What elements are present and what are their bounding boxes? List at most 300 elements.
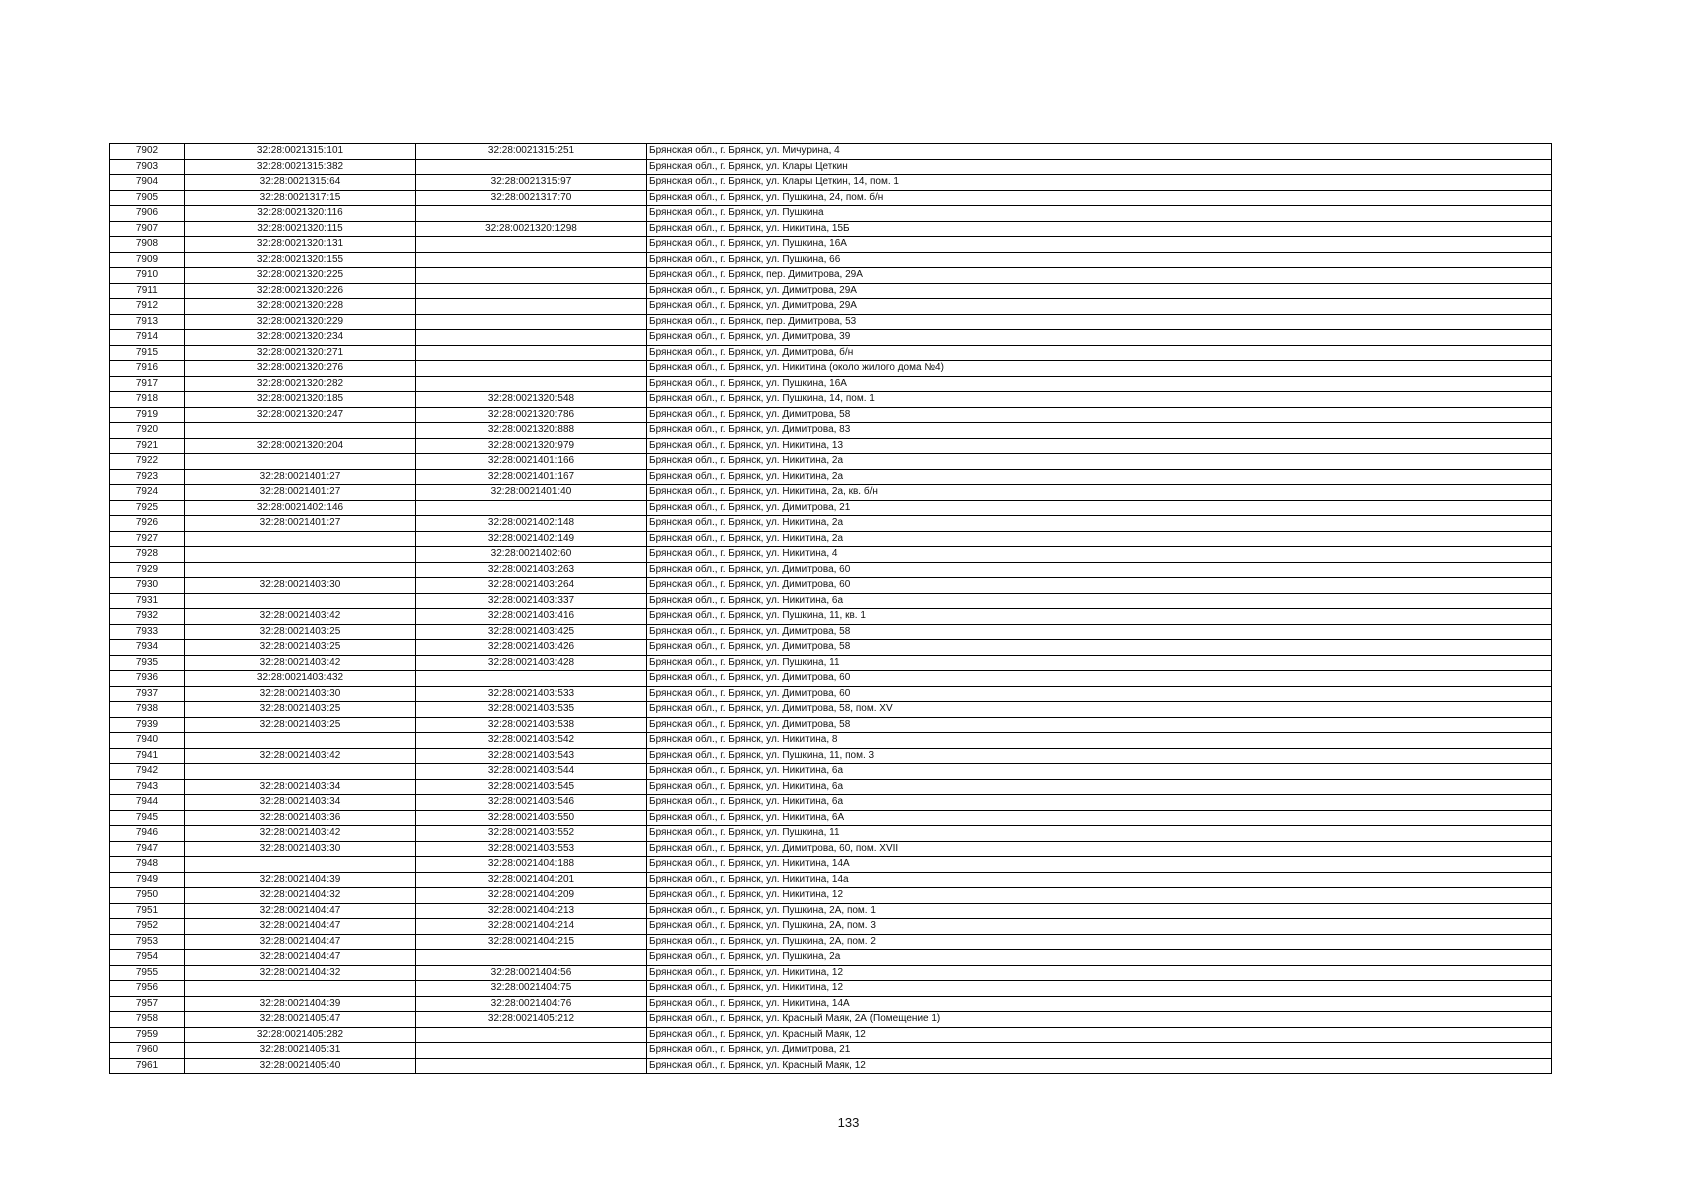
table-row [110, 1043, 1552, 1059]
object-cadastral-number-cell: 32:28:0021403:542 [416, 733, 647, 749]
address-cell: Брянская обл., г. Брянск, ул. Никитина, 13 [647, 438, 1552, 454]
table-row [110, 717, 1552, 733]
address-cell: Брянская обл., г. Брянск, ул. Димитрова, 29А [647, 299, 1552, 315]
address-cell: Брянская обл., г. Брянск, ул. Никитина, 2а [647, 516, 1552, 532]
cadastral-number-cell: 32:28:0021405:282 [185, 1027, 416, 1043]
address-cell: Брянская обл., г. Брянск, ул. Красный Маяк, 12 [647, 1058, 1552, 1074]
object-cadastral-number-cell [416, 376, 647, 392]
address-cell: Брянская обл., г. Брянск, ул. Димитрова, 60 [647, 671, 1552, 687]
table-row [110, 702, 1552, 718]
cadastral-number-cell: 32:28:0021404:47 [185, 950, 416, 966]
row-number-cell: 7946 [110, 826, 185, 842]
cadastral-number-cell: 32:28:0021320:115 [185, 221, 416, 237]
row-number-cell: 7920 [110, 423, 185, 439]
address-cell: Брянская обл., г. Брянск, ул. Красный Маяк, 12 [647, 1027, 1552, 1043]
cadastral-number-cell: 32:28:0021320:282 [185, 376, 416, 392]
table-row [110, 407, 1552, 423]
table-row [110, 965, 1552, 981]
object-cadastral-number-cell: 32:28:0021403:535 [416, 702, 647, 718]
object-cadastral-number-cell: 32:28:0021404:75 [416, 981, 647, 997]
cadastral-number-cell [185, 547, 416, 563]
cadastral-number-cell [185, 423, 416, 439]
address-cell: Брянская обл., г. Брянск, ул. Пушкина, 11 [647, 826, 1552, 842]
row-number-cell: 7903 [110, 159, 185, 175]
row-number-cell: 7950 [110, 888, 185, 904]
address-cell: Брянская обл., г. Брянск, ул. Димитрова, 21 [647, 500, 1552, 516]
object-cadastral-number-cell [416, 330, 647, 346]
cadastral-number-cell: 32:28:0021320:131 [185, 237, 416, 253]
table-row [110, 237, 1552, 253]
address-cell: Брянская обл., г. Брянск, ул. Димитрова, 60 [647, 686, 1552, 702]
address-cell: Брянская обл., г. Брянск, ул. Пушкина, 11 [647, 655, 1552, 671]
table-row [110, 438, 1552, 454]
cadastral-number-cell [185, 454, 416, 470]
address-cell: Брянская обл., г. Брянск, ул. Димитрова, 39 [647, 330, 1552, 346]
row-number-cell: 7929 [110, 562, 185, 578]
object-cadastral-number-cell: 32:28:0021403:533 [416, 686, 647, 702]
address-cell: Брянская обл., г. Брянск, ул. Димитрова, 58 [647, 717, 1552, 733]
row-number-cell: 7939 [110, 717, 185, 733]
object-cadastral-number-cell: 32:28:0021404:201 [416, 872, 647, 888]
table-row [110, 826, 1552, 842]
object-cadastral-number-cell: 32:28:0021317:70 [416, 190, 647, 206]
address-cell: Брянская обл., г. Брянск, ул. Никитина, 14А [647, 996, 1552, 1012]
row-number-cell: 7925 [110, 500, 185, 516]
cadastral-number-cell: 32:28:0021404:39 [185, 996, 416, 1012]
object-cadastral-number-cell: 32:28:0021320:786 [416, 407, 647, 423]
address-cell: Брянская обл., г. Брянск, ул. Пушкина, 11, пом. 3 [647, 748, 1552, 764]
register-sheet [109, 143, 1551, 1074]
row-number-cell: 7931 [110, 593, 185, 609]
object-cadastral-number-cell: 32:28:0021403:416 [416, 609, 647, 625]
row-number-cell: 7938 [110, 702, 185, 718]
table-row [110, 314, 1552, 330]
cadastral-number-cell [185, 531, 416, 547]
cadastral-number-cell [185, 562, 416, 578]
table-row [110, 516, 1552, 532]
table-row [110, 888, 1552, 904]
address-cell: Брянская обл., г. Брянск, ул. Никитина, 14А [647, 857, 1552, 873]
table-row [110, 221, 1552, 237]
page-number: 133 [837, 1115, 860, 1130]
address-cell: Брянская обл., г. Брянск, ул. Пушкина, 2а [647, 950, 1552, 966]
object-cadastral-number-cell: 32:28:0021403:538 [416, 717, 647, 733]
table-row [110, 376, 1552, 392]
object-cadastral-number-cell [416, 1058, 647, 1074]
object-cadastral-number-cell [416, 299, 647, 315]
address-cell: Брянская обл., г. Брянск, ул. Димитрова, б/н [647, 345, 1552, 361]
table-row [110, 454, 1552, 470]
table-row [110, 872, 1552, 888]
object-cadastral-number-cell [416, 1027, 647, 1043]
table-row [110, 423, 1552, 439]
cadastral-number-cell: 32:28:0021403:30 [185, 578, 416, 594]
table-row [110, 562, 1552, 578]
table-row [110, 686, 1552, 702]
row-number-cell: 7948 [110, 857, 185, 873]
table-row [110, 330, 1552, 346]
cadastral-number-cell: 32:28:0021403:30 [185, 841, 416, 857]
cadastral-number-cell: 32:28:0021404:39 [185, 872, 416, 888]
address-cell: Брянская обл., г. Брянск, ул. Димитрова, 58, пом. XV [647, 702, 1552, 718]
row-number-cell: 7909 [110, 252, 185, 268]
cadastral-number-cell: 32:28:0021320:228 [185, 299, 416, 315]
cadastral-number-cell: 32:28:0021403:34 [185, 779, 416, 795]
address-cell: Брянская обл., г. Брянск, ул. Димитрова, 58 [647, 407, 1552, 423]
row-number-cell: 7951 [110, 903, 185, 919]
object-cadastral-number-cell: 32:28:0021404:214 [416, 919, 647, 935]
row-number-cell: 7917 [110, 376, 185, 392]
cadastral-number-cell: 32:28:0021401:27 [185, 516, 416, 532]
row-number-cell: 7958 [110, 1012, 185, 1028]
object-cadastral-number-cell [416, 500, 647, 516]
row-number-cell: 7904 [110, 175, 185, 191]
object-cadastral-number-cell: 32:28:0021403:545 [416, 779, 647, 795]
address-cell: Брянская обл., г. Брянск, ул. Пушкина, 2А, пом. 2 [647, 934, 1552, 950]
table-row [110, 981, 1552, 997]
table-row [110, 934, 1552, 950]
row-number-cell: 7941 [110, 748, 185, 764]
cadastral-number-cell: 32:28:0021320:247 [185, 407, 416, 423]
table-row [110, 733, 1552, 749]
object-cadastral-number-cell [416, 206, 647, 222]
address-cell: Брянская обл., г. Брянск, ул. Мичурина, 4 [647, 144, 1552, 160]
table-row [110, 841, 1552, 857]
row-number-cell: 7936 [110, 671, 185, 687]
cadastral-number-cell [185, 593, 416, 609]
row-number-cell: 7961 [110, 1058, 185, 1074]
cadastral-number-cell: 32:28:0021320:185 [185, 392, 416, 408]
object-cadastral-number-cell: 32:28:0021401:167 [416, 469, 647, 485]
object-cadastral-number-cell: 32:28:0021404:56 [416, 965, 647, 981]
row-number-cell: 7907 [110, 221, 185, 237]
row-number-cell: 7959 [110, 1027, 185, 1043]
cadastral-number-cell: 32:28:0021405:40 [185, 1058, 416, 1074]
cadastral-number-cell: 32:28:0021315:101 [185, 144, 416, 160]
row-number-cell: 7940 [110, 733, 185, 749]
table-row [110, 531, 1552, 547]
object-cadastral-number-cell [416, 159, 647, 175]
cadastral-number-cell: 32:28:0021403:30 [185, 686, 416, 702]
row-number-cell: 7953 [110, 934, 185, 950]
cadastral-number-cell: 32:28:0021401:27 [185, 469, 416, 485]
row-number-cell: 7930 [110, 578, 185, 594]
row-number-cell: 7945 [110, 810, 185, 826]
row-number-cell: 7910 [110, 268, 185, 284]
table-row [110, 392, 1552, 408]
table-row [110, 795, 1552, 811]
row-number-cell: 7927 [110, 531, 185, 547]
row-number-cell: 7911 [110, 283, 185, 299]
table-row [110, 609, 1552, 625]
address-cell: Брянская обл., г. Брянск, ул. Никитина, 12 [647, 888, 1552, 904]
object-cadastral-number-cell: 32:28:0021403:428 [416, 655, 647, 671]
table-row [110, 283, 1552, 299]
address-cell: Брянская обл., г. Брянск, ул. Никитина, 6а [647, 795, 1552, 811]
object-cadastral-number-cell [416, 268, 647, 284]
address-cell: Брянская обл., г. Брянск, ул. Никитина (около жилого дома №4) [647, 361, 1552, 377]
cadastral-number-cell: 32:28:0021320:225 [185, 268, 416, 284]
address-cell: Брянская обл., г. Брянск, ул. Пушкина, 24, пом. б/н [647, 190, 1552, 206]
address-cell: Брянская обл., г. Брянск, ул. Пушкина, 2А, пом. 1 [647, 903, 1552, 919]
row-number-cell: 7926 [110, 516, 185, 532]
property-register-table [109, 143, 1552, 1074]
cadastral-number-cell: 32:28:0021403:42 [185, 609, 416, 625]
object-cadastral-number-cell: 32:28:0021403:264 [416, 578, 647, 594]
cadastral-number-cell: 32:28:0021404:47 [185, 934, 416, 950]
row-number-cell: 7934 [110, 640, 185, 656]
table-row [110, 469, 1552, 485]
object-cadastral-number-cell: 32:28:0021403:546 [416, 795, 647, 811]
cadastral-number-cell: 32:28:0021320:155 [185, 252, 416, 268]
row-number-cell: 7947 [110, 841, 185, 857]
cadastral-number-cell: 32:28:0021405:31 [185, 1043, 416, 1059]
table-row [110, 1058, 1552, 1074]
row-number-cell: 7905 [110, 190, 185, 206]
object-cadastral-number-cell: 32:28:0021320:979 [416, 438, 647, 454]
row-number-cell: 7906 [110, 206, 185, 222]
address-cell: Брянская обл., г. Брянск, ул. Никитина, 2а [647, 531, 1552, 547]
object-cadastral-number-cell: 32:28:0021320:1298 [416, 221, 647, 237]
row-number-cell: 7943 [110, 779, 185, 795]
row-number-cell: 7956 [110, 981, 185, 997]
cadastral-number-cell: 32:28:0021404:47 [185, 919, 416, 935]
row-number-cell: 7954 [110, 950, 185, 966]
address-cell: Брянская обл., г. Брянск, ул. Никитина, 2а [647, 469, 1552, 485]
cadastral-number-cell: 32:28:0021404:47 [185, 903, 416, 919]
table-row [110, 144, 1552, 160]
address-cell: Брянская обл., г. Брянск, пер. Димитрова, 53 [647, 314, 1552, 330]
cadastral-number-cell [185, 764, 416, 780]
table-row [110, 810, 1552, 826]
address-cell: Брянская обл., г. Брянск, ул. Клары Цеткин [647, 159, 1552, 175]
row-number-cell: 7933 [110, 624, 185, 640]
row-number-cell: 7932 [110, 609, 185, 625]
address-cell: Брянская обл., г. Брянск, ул. Никитина, 4 [647, 547, 1552, 563]
row-number-cell: 7937 [110, 686, 185, 702]
table-row [110, 206, 1552, 222]
address-cell: Брянская обл., г. Брянск, ул. Никитина, 6а [647, 779, 1552, 795]
object-cadastral-number-cell: 32:28:0021404:76 [416, 996, 647, 1012]
object-cadastral-number-cell: 32:28:0021402:148 [416, 516, 647, 532]
object-cadastral-number-cell: 32:28:0021403:544 [416, 764, 647, 780]
cadastral-number-cell: 32:28:0021320:271 [185, 345, 416, 361]
row-number-cell: 7908 [110, 237, 185, 253]
table-row [110, 624, 1552, 640]
address-cell: Брянская обл., г. Брянск, ул. Пушкина, 16А [647, 376, 1552, 392]
object-cadastral-number-cell: 32:28:0021401:166 [416, 454, 647, 470]
cadastral-number-cell: 32:28:0021405:47 [185, 1012, 416, 1028]
address-cell: Брянская обл., г. Брянск, ул. Никитина, 2а, кв. б/н [647, 485, 1552, 501]
object-cadastral-number-cell: 32:28:0021403:550 [416, 810, 647, 826]
object-cadastral-number-cell: 32:28:0021405:212 [416, 1012, 647, 1028]
register-table-body [110, 144, 1552, 1074]
address-cell: Брянская обл., г. Брянск, ул. Пушкина [647, 206, 1552, 222]
address-cell: Брянская обл., г. Брянск, ул. Пушкина, 16А [647, 237, 1552, 253]
cadastral-number-cell: 32:28:0021403:25 [185, 640, 416, 656]
cadastral-number-cell: 32:28:0021320:204 [185, 438, 416, 454]
row-number-cell: 7912 [110, 299, 185, 315]
address-cell: Брянская обл., г. Брянск, ул. Димитрова, 60, пом. XVII [647, 841, 1552, 857]
address-cell: Брянская обл., г. Брянск, ул. Никитина, 2а [647, 454, 1552, 470]
row-number-cell: 7913 [110, 314, 185, 330]
object-cadastral-number-cell: 32:28:0021402:60 [416, 547, 647, 563]
cadastral-number-cell: 32:28:0021315:64 [185, 175, 416, 191]
table-row [110, 950, 1552, 966]
object-cadastral-number-cell [416, 283, 647, 299]
object-cadastral-number-cell: 32:28:0021403:553 [416, 841, 647, 857]
table-row [110, 903, 1552, 919]
address-cell: Брянская обл., г. Брянск, ул. Никитина, 14а [647, 872, 1552, 888]
object-cadastral-number-cell: 32:28:0021403:337 [416, 593, 647, 609]
row-number-cell: 7921 [110, 438, 185, 454]
cadastral-number-cell: 32:28:0021403:36 [185, 810, 416, 826]
cadastral-number-cell: 32:28:0021320:116 [185, 206, 416, 222]
table-row [110, 748, 1552, 764]
cadastral-number-cell: 32:28:0021404:32 [185, 888, 416, 904]
table-row [110, 361, 1552, 377]
cadastral-number-cell: 32:28:0021403:25 [185, 702, 416, 718]
address-cell: Брянская обл., г. Брянск, ул. Никитина, 15Б [647, 221, 1552, 237]
object-cadastral-number-cell [416, 361, 647, 377]
address-cell: Брянская обл., г. Брянск, ул. Никитина, 6А [647, 810, 1552, 826]
object-cadastral-number-cell: 32:28:0021402:149 [416, 531, 647, 547]
row-number-cell: 7960 [110, 1043, 185, 1059]
object-cadastral-number-cell: 32:28:0021315:251 [416, 144, 647, 160]
address-cell: Брянская обл., г. Брянск, ул. Димитрова, 60 [647, 578, 1552, 594]
row-number-cell: 7919 [110, 407, 185, 423]
table-row [110, 593, 1552, 609]
cadastral-number-cell: 32:28:0021320:229 [185, 314, 416, 330]
address-cell: Брянская обл., г. Брянск, ул. Димитрова, 58 [647, 640, 1552, 656]
table-row [110, 857, 1552, 873]
row-number-cell: 7914 [110, 330, 185, 346]
table-row [110, 547, 1552, 563]
cadastral-number-cell: 32:28:0021403:432 [185, 671, 416, 687]
object-cadastral-number-cell [416, 345, 647, 361]
address-cell: Брянская обл., г. Брянск, ул. Красный Маяк, 2А (Помещение 1) [647, 1012, 1552, 1028]
table-row [110, 996, 1552, 1012]
table-row [110, 671, 1552, 687]
table-row [110, 655, 1552, 671]
address-cell: Брянская обл., г. Брянск, ул. Пушкина, 11, кв. 1 [647, 609, 1552, 625]
object-cadastral-number-cell: 32:28:0021320:548 [416, 392, 647, 408]
table-row [110, 345, 1552, 361]
address-cell: Брянская обл., г. Брянск, ул. Пушкина, 66 [647, 252, 1552, 268]
row-number-cell: 7924 [110, 485, 185, 501]
row-number-cell: 7942 [110, 764, 185, 780]
table-row [110, 578, 1552, 594]
address-cell: Брянская обл., г. Брянск, ул. Никитина, 6а [647, 764, 1552, 780]
object-cadastral-number-cell: 32:28:0021403:552 [416, 826, 647, 842]
address-cell: Брянская обл., г. Брянск, ул. Димитрова, 58 [647, 624, 1552, 640]
object-cadastral-number-cell [416, 252, 647, 268]
address-cell: Брянская обл., г. Брянск, пер. Димитрова, 29А [647, 268, 1552, 284]
cadastral-number-cell: 32:28:0021403:34 [185, 795, 416, 811]
table-row [110, 500, 1552, 516]
cadastral-number-cell: 32:28:0021402:146 [185, 500, 416, 516]
object-cadastral-number-cell [416, 237, 647, 253]
address-cell: Брянская обл., г. Брянск, ул. Никитина, 12 [647, 981, 1552, 997]
object-cadastral-number-cell: 32:28:0021315:97 [416, 175, 647, 191]
table-row [110, 299, 1552, 315]
address-cell: Брянская обл., г. Брянск, ул. Никитина, 8 [647, 733, 1552, 749]
table-row [110, 764, 1552, 780]
row-number-cell: 7952 [110, 919, 185, 935]
row-number-cell: 7949 [110, 872, 185, 888]
object-cadastral-number-cell [416, 950, 647, 966]
object-cadastral-number-cell [416, 1043, 647, 1059]
object-cadastral-number-cell: 32:28:0021403:426 [416, 640, 647, 656]
address-cell: Брянская обл., г. Брянск, ул. Димитрова, 83 [647, 423, 1552, 439]
cadastral-number-cell: 32:28:0021403:25 [185, 717, 416, 733]
row-number-cell: 7918 [110, 392, 185, 408]
address-cell: Брянская обл., г. Брянск, ул. Пушкина, 14, пом. 1 [647, 392, 1552, 408]
address-cell: Брянская обл., г. Брянск, ул. Никитина, 6а [647, 593, 1552, 609]
cadastral-number-cell [185, 981, 416, 997]
object-cadastral-number-cell [416, 671, 647, 687]
object-cadastral-number-cell: 32:28:0021404:215 [416, 934, 647, 950]
cadastral-number-cell [185, 733, 416, 749]
row-number-cell: 7902 [110, 144, 185, 160]
row-number-cell: 7935 [110, 655, 185, 671]
cadastral-number-cell: 32:28:0021403:42 [185, 826, 416, 842]
row-number-cell: 7916 [110, 361, 185, 377]
address-cell: Брянская обл., г. Брянск, ул. Димитрова, 21 [647, 1043, 1552, 1059]
table-row [110, 175, 1552, 191]
cadastral-number-cell: 32:28:0021401:27 [185, 485, 416, 501]
object-cadastral-number-cell: 32:28:0021404:209 [416, 888, 647, 904]
object-cadastral-number-cell: 32:28:0021404:213 [416, 903, 647, 919]
table-row [110, 1012, 1552, 1028]
object-cadastral-number-cell: 32:28:0021403:543 [416, 748, 647, 764]
address-cell: Брянская обл., г. Брянск, ул. Димитрова, 29А [647, 283, 1552, 299]
table-row [110, 640, 1552, 656]
row-number-cell: 7923 [110, 469, 185, 485]
cadastral-number-cell: 32:28:0021320:276 [185, 361, 416, 377]
cadastral-number-cell [185, 857, 416, 873]
table-row [110, 919, 1552, 935]
cadastral-number-cell: 32:28:0021317:15 [185, 190, 416, 206]
row-number-cell: 7957 [110, 996, 185, 1012]
cadastral-number-cell: 32:28:0021315:382 [185, 159, 416, 175]
row-number-cell: 7915 [110, 345, 185, 361]
row-number-cell: 7922 [110, 454, 185, 470]
cadastral-number-cell: 32:28:0021403:25 [185, 624, 416, 640]
row-number-cell: 7944 [110, 795, 185, 811]
row-number-cell: 7955 [110, 965, 185, 981]
object-cadastral-number-cell: 32:28:0021403:425 [416, 624, 647, 640]
table-row [110, 190, 1552, 206]
cadastral-number-cell: 32:28:0021403:42 [185, 748, 416, 764]
table-row [110, 1027, 1552, 1043]
object-cadastral-number-cell [416, 314, 647, 330]
table-row [110, 779, 1552, 795]
table-row [110, 252, 1552, 268]
object-cadastral-number-cell: 32:28:0021401:40 [416, 485, 647, 501]
cadastral-number-cell: 32:28:0021404:32 [185, 965, 416, 981]
address-cell: Брянская обл., г. Брянск, ул. Димитрова, 60 [647, 562, 1552, 578]
cadastral-number-cell: 32:28:0021403:42 [185, 655, 416, 671]
object-cadastral-number-cell: 32:28:0021320:888 [416, 423, 647, 439]
cadastral-number-cell: 32:28:0021320:234 [185, 330, 416, 346]
address-cell: Брянская обл., г. Брянск, ул. Клары Цеткин, 14, пом. 1 [647, 175, 1552, 191]
address-cell: Брянская обл., г. Брянск, ул. Никитина, 12 [647, 965, 1552, 981]
address-cell: Брянская обл., г. Брянск, ул. Пушкина, 2А, пом. 3 [647, 919, 1552, 935]
object-cadastral-number-cell: 32:28:0021404:188 [416, 857, 647, 873]
row-number-cell: 7928 [110, 547, 185, 563]
object-cadastral-number-cell: 32:28:0021403:263 [416, 562, 647, 578]
